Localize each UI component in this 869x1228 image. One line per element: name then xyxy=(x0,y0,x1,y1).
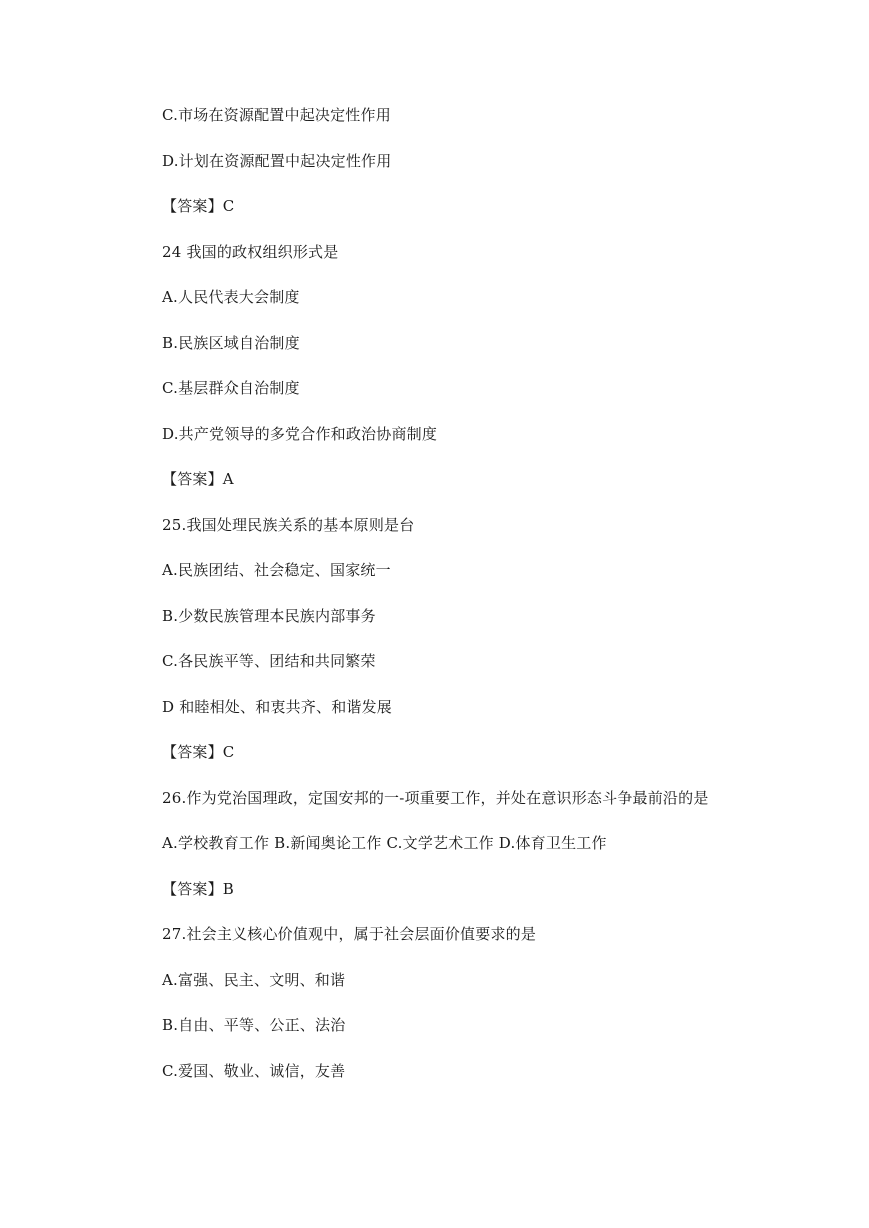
question-24: 24 我国的政权组织形式是 xyxy=(162,242,339,261)
question-26-answer: 【答案】B xyxy=(162,879,235,898)
question-25-option-c: C.各民族平等、团结和共同繁荣 xyxy=(162,652,376,670)
question-27-option-b: B.自由、平等、公正、法治 xyxy=(162,1016,346,1034)
question-25-option-d: D 和睦相处、和衷共齐、和谐发展 xyxy=(162,697,392,716)
question-25-answer: 【答案】C xyxy=(162,743,235,761)
question-26-options: A.学校教育工作 B.新闻奥论工作 C.文学艺术工作 D.体育卫生工作 xyxy=(162,834,607,852)
question-24-option-a: A.人民代表大会制度 xyxy=(162,288,300,306)
document-body xyxy=(162,101,802,1102)
question-25-option-a: A.民族团结、社会稳定、国家统一 xyxy=(162,561,391,579)
option-c-line: C.市场在资源配置中起决定性作用 xyxy=(162,106,391,124)
answer-line: 【答案】C xyxy=(162,197,235,215)
question-27-option-c: C.爱国、敬业、诚信，友善 xyxy=(162,1061,346,1080)
question-24-answer: 【答案】A xyxy=(162,470,234,488)
option-d-line: D.计划在资源配置中起决定性作用 xyxy=(162,151,392,170)
question-26: 26.作为党治国理政，定国安邦的一-项重要工作，并处在意识形态斗争最前沿的是 xyxy=(162,788,709,807)
question-25-option-b: B.少数民族管理本民族内部事务 xyxy=(162,606,376,625)
question-25: 25.我国处理民族关系的基本原则是台 xyxy=(162,515,415,534)
question-24-option-d: D.共产党领导的多党合作和政治协商制度 xyxy=(162,424,438,443)
question-27-option-a: A.富强、民主、文明、和谐 xyxy=(162,970,346,989)
question-24-option-b: B.民族区域自治制度 xyxy=(162,333,300,352)
question-24-option-c: C.基层群众自治制度 xyxy=(162,379,300,397)
question-27: 27.社会主义核心价值观中，属于社会层面价值要求的是 xyxy=(162,925,537,943)
